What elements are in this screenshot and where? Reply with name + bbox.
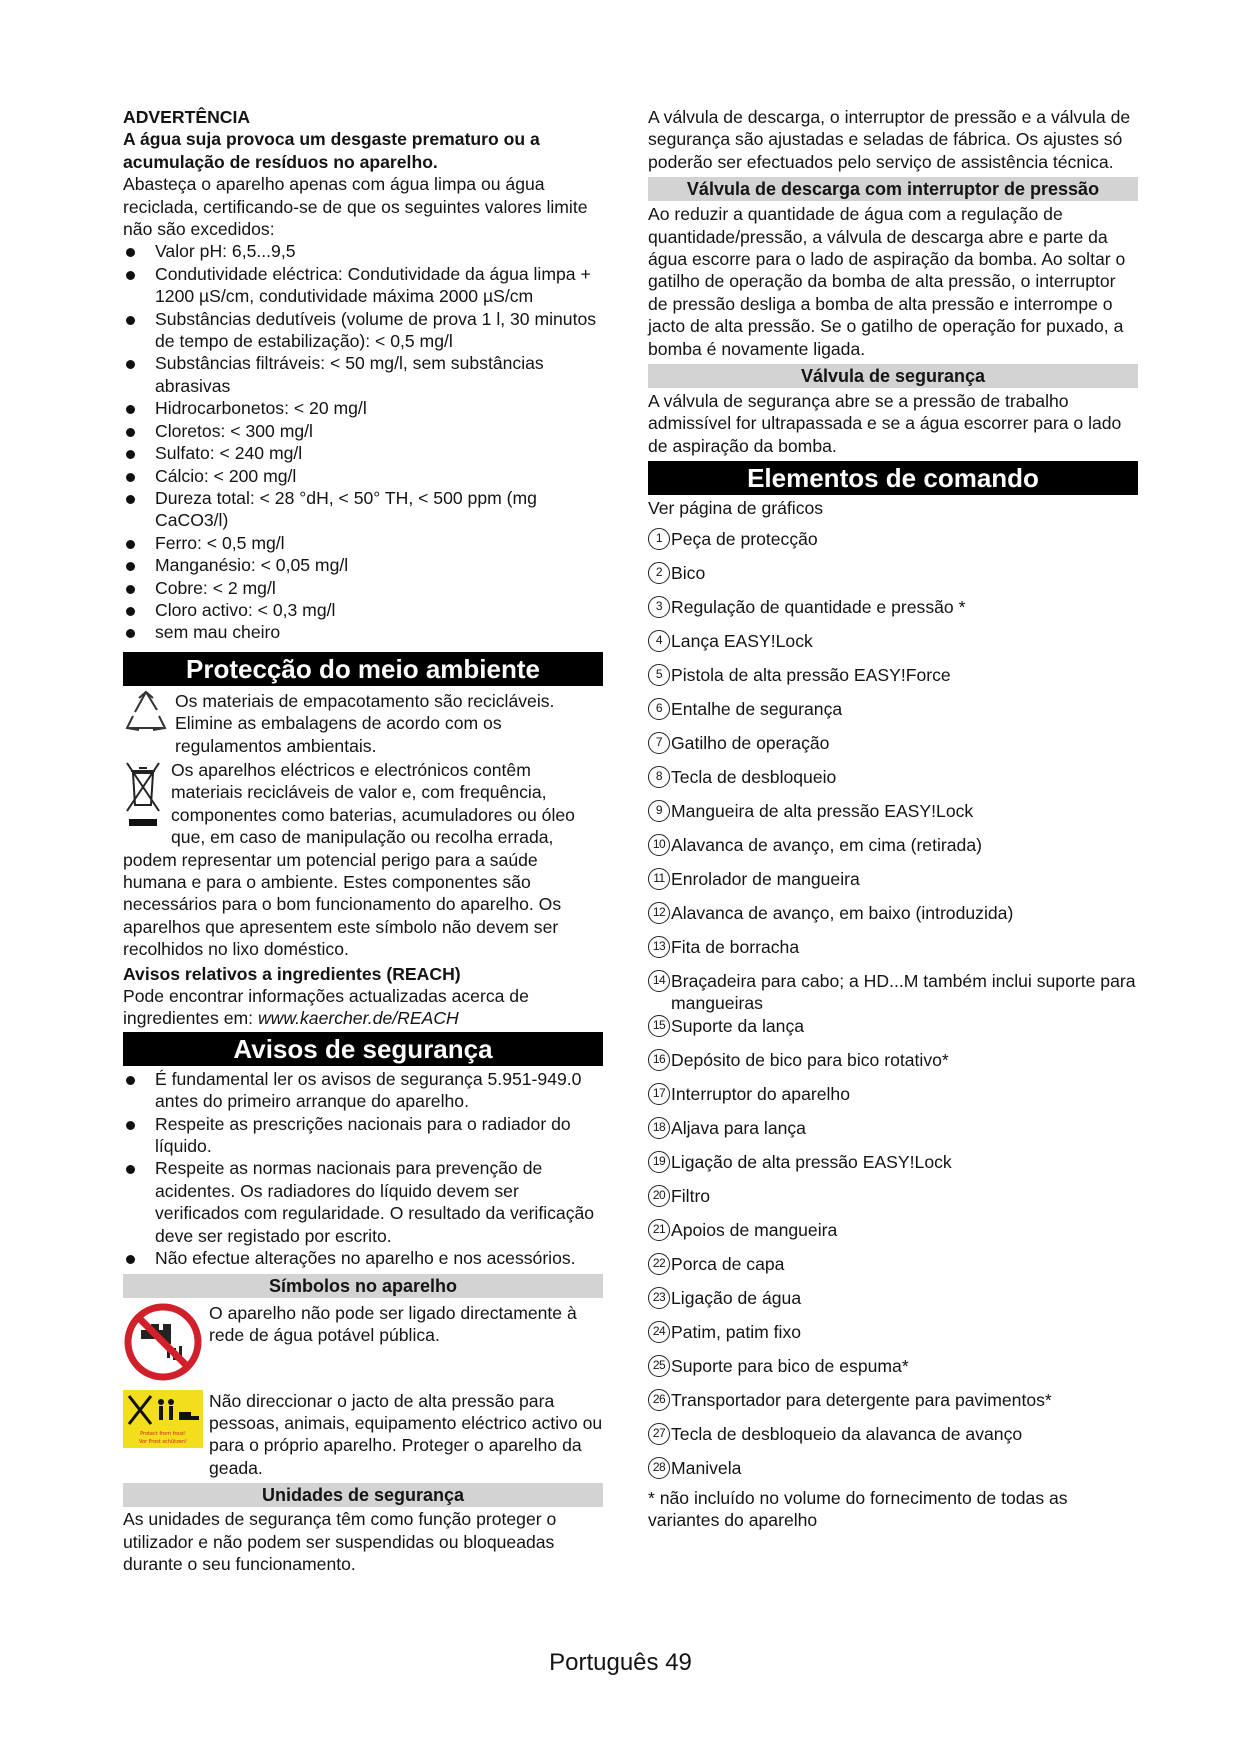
list-item: Manganésio: < 0,05 mg/l (123, 554, 603, 576)
list-item (648, 698, 1138, 732)
list-item: Não efectue alterações no aparelho e nos acessórios. (123, 1247, 603, 1269)
list-item (648, 1389, 1138, 1423)
crossed-bin-icon (123, 759, 163, 829)
list-item: É fundamental ler os avisos de segurança 5.951-949.0 antes do primeiro arranque do aparelho. (123, 1068, 603, 1113)
control-label: Pistola de alta pressão EASY!Force (671, 664, 951, 685)
number-badge: 4 (648, 630, 670, 652)
number-badge: 27 (648, 1423, 670, 1445)
control-label: Alavanca de avanço, em baixo (introduzida) (671, 902, 1014, 923)
control-label: Manivela (671, 1457, 742, 1478)
list-item: Cálcio: < 200 mg/l (123, 465, 603, 487)
list-item: Dureza total: < 28 °dH, < 50° TH, < 500 ppm (mg CaCO3/l) (123, 487, 603, 532)
safety-valve-title: Válvula de segurança (648, 364, 1138, 388)
list-item (648, 562, 1138, 596)
list-item (648, 970, 1138, 1015)
discharge-title: Válvula de descarga com interruptor de pressão (648, 177, 1138, 201)
control-label: Apoios de mangueira (671, 1219, 838, 1240)
list-item: Ferro: < 0,5 mg/l (123, 532, 603, 554)
reach-title: Avisos relativos a ingredientes (REACH) (123, 963, 461, 984)
control-label: Depósito de bico para bico rotativo* (671, 1049, 949, 1070)
list-item (648, 1253, 1138, 1287)
reach-paragraph (123, 985, 603, 1030)
list-item: Condutividade eléctrica: Condutividade da água limpa + 1200 µS/cm, condutividade máxima 2000 µS/cm (123, 263, 603, 308)
number-badge: 12 (648, 902, 670, 924)
warning-title: ADVERTÊNCIA (123, 107, 251, 127)
control-label: Ligação de alta pressão EASY!Lock (671, 1151, 952, 1172)
control-label: Mangueira de alta pressão EASY!Lock (671, 800, 974, 821)
control-label: Fita de borracha (671, 936, 800, 957)
number-badge: 5 (648, 664, 670, 686)
list-item (648, 1083, 1138, 1117)
control-label: Porca de capa (671, 1253, 785, 1274)
controls-intro: Ver página de gráficos (648, 498, 824, 519)
list-item: Substâncias filtráveis: < 50 mg/l, sem substâncias abrasivas (123, 352, 603, 397)
control-label: Aljava para lança (671, 1117, 806, 1138)
list-item: Cobre: < 2 mg/l (123, 577, 603, 599)
list-item (648, 1117, 1138, 1151)
number-badge: 6 (648, 698, 670, 720)
number-badge: 16 (648, 1049, 670, 1071)
number-badge: 21 (648, 1219, 670, 1241)
controls-list (648, 528, 1138, 1491)
control-label: Alavanca de avanço, em cima (retirada) (671, 834, 982, 855)
number-badge: 10 (648, 834, 670, 856)
control-label: Tecla de desbloqueio da alavanca de avanço (671, 1423, 1023, 1444)
number-badge: 20 (648, 1185, 670, 1207)
recycle-block (123, 690, 603, 757)
left-column (123, 106, 603, 1575)
control-label: Enrolador de mangueira (671, 868, 860, 889)
control-label: Patim, patim fixo (671, 1321, 802, 1342)
intro-text: A válvula de descarga, o interruptor de pressão e a válvula de segurança são ajustadas e seladas de fábrica. Os ajustes só poderão ser efectuados pelo serviço de assistência técnica. (648, 107, 1131, 172)
list-item (648, 766, 1138, 800)
list-item (648, 1185, 1138, 1219)
list-item (648, 1219, 1138, 1253)
symbol2-text: Não direccionar o jacto de alta pressão para pessoas, animais, equipamento eléctrico activo ou para o próprio aparelho. Proteger o aparelho da geada. (209, 1390, 603, 1478)
list-item (648, 1151, 1138, 1185)
control-label: Braçadeira para cabo; a HD...M também inclui suporte para mangueiras (671, 970, 1136, 1014)
list-item (648, 528, 1138, 562)
section-title-safety: Avisos de segurança (123, 1032, 603, 1066)
safety-valve-text: A válvula de segurança abre se a pressão de trabalho admissível for ultrapassada e se a água escorrer para o lado de aspiração da bomba. (648, 391, 1122, 456)
list-item (648, 1423, 1138, 1457)
control-label: Ligação de água (671, 1287, 802, 1308)
section-title-controls: Elementos de comando (648, 461, 1138, 495)
number-badge: 24 (648, 1321, 670, 1343)
list-item (648, 1287, 1138, 1321)
number-badge: 2 (648, 562, 670, 584)
symbol1-text: O aparelho não pode ser ligado directamente à rede de água potável pública. (209, 1302, 577, 1345)
control-label: Regulação de quantidade e pressão * (671, 596, 966, 617)
list-item: Valor pH: 6,5...9,5 (123, 240, 603, 262)
number-badge: 9 (648, 800, 670, 822)
control-label: Peça de protecção (671, 528, 818, 549)
water-limits-list (123, 240, 603, 643)
list-item (648, 1015, 1138, 1049)
list-item (648, 630, 1138, 664)
list-item (648, 1457, 1138, 1491)
number-badge: 8 (648, 766, 670, 788)
list-item (648, 1355, 1138, 1389)
discharge-text: Ao reduzir a quantidade de água com a regulação de quantidade/pressão, a válvula de descarga abre e parte da água escorre para o lado de aspiração da bomba. Ao soltar o gatilho de operação da bomba de alta pressão, o interruptor de pressão desliga a bomba de alta pressão e interrompe o jacto de alta pressão. Se o gatilho de operação for puxado, a bomba é novamente ligada. (648, 204, 1126, 359)
number-badge: 7 (648, 732, 670, 754)
right-column (648, 106, 1138, 1531)
symbol-no-drinking-water (123, 1302, 603, 1382)
page-footer (0, 1648, 1241, 1678)
symbol-no-spray (123, 1390, 603, 1480)
number-badge: 15 (648, 1015, 670, 1037)
number-badge: 3 (648, 596, 670, 618)
number-badge: 13 (648, 936, 670, 958)
number-badge: 19 (648, 1151, 670, 1173)
units-text: As unidades de segurança têm como função proteger o utilizador e não podem ser suspendidas ou bloqueadas durante o seu funcionamento. (123, 1509, 557, 1574)
list-item (648, 936, 1138, 970)
number-badge: 23 (648, 1287, 670, 1309)
no-spray-icon (123, 1390, 203, 1480)
number-badge: 17 (648, 1083, 670, 1105)
control-label: Suporte da lança (671, 1015, 805, 1036)
units-title: Unidades de segurança (123, 1483, 603, 1507)
list-item (648, 868, 1138, 902)
control-label: Transportador para detergente para pavimentos* (671, 1389, 1052, 1410)
list-item: sem mau cheiro (123, 621, 603, 643)
number-badge: 14 (648, 970, 670, 992)
frost-label-en: Protect from frost! (140, 1430, 186, 1437)
control-label: Tecla de desbloqueio (671, 766, 837, 787)
footer-language: Português (549, 1649, 659, 1676)
list-item: Sulfato: < 240 mg/l (123, 442, 603, 464)
control-label: Bico (671, 562, 706, 583)
list-item: Hidrocarbonetos: < 20 mg/l (123, 397, 603, 419)
number-badge: 11 (648, 868, 670, 890)
list-item (648, 800, 1138, 834)
page-number: 49 (665, 1649, 692, 1676)
list-item: Cloro activo: < 0,3 mg/l (123, 599, 603, 621)
control-label: Lança EASY!Lock (671, 630, 813, 651)
number-badge: 22 (648, 1253, 670, 1275)
list-item (648, 902, 1138, 936)
list-item (648, 1049, 1138, 1083)
reach-link[interactable]: www.kaercher.de/REACH (257, 1008, 459, 1029)
control-label: Gatilho de operação (671, 732, 830, 753)
symbols-title: Símbolos no aparelho (123, 1274, 603, 1298)
reach-text: Pode encontrar informações actualizadas acerca de ingredientes em: (123, 986, 529, 1029)
number-badge: 28 (648, 1457, 670, 1479)
recycle-icon (123, 690, 169, 736)
list-item (648, 834, 1138, 868)
control-label: Filtro (671, 1185, 711, 1206)
list-item: Respeite as normas nacionais para prevenção de acidentes. Os radiadores do líquido devem ser verificados com regularidade. O resultado da verificação deve ser registado por escrito. (123, 1157, 603, 1247)
list-item (648, 664, 1138, 698)
warning-bold-text: A água suja provoca um desgaste prematuro ou a acumulação de resíduos no aparelho. (123, 129, 540, 172)
list-item (648, 1321, 1138, 1355)
control-label: Suporte para bico de espuma* (671, 1355, 909, 1376)
list-item: Substâncias dedutíveis (volume de prova 1 l, 30 minutos de tempo de estabilização): < 0,5 mg/l (123, 308, 603, 353)
weee-block (123, 759, 603, 961)
list-item: Respeite as prescrições nacionais para o radiador do líquido. (123, 1113, 603, 1158)
list-item: Cloretos: < 300 mg/l (123, 420, 603, 442)
control-label: Entalhe de segurança (671, 698, 843, 719)
list-item (648, 732, 1138, 766)
number-badge: 18 (648, 1117, 670, 1139)
footnote: * não incluído no volume do fornecimento de todas as variantes do aparelho (648, 1487, 1068, 1530)
recycle-text: Os materiais de empacotamento são recicláveis. Elimine as embalagens de acordo com os regulamentos ambientais. (175, 690, 555, 756)
safety-list (123, 1068, 603, 1270)
no-potable-water-icon (123, 1302, 203, 1382)
section-title-environment: Protecção do meio ambiente (123, 652, 603, 686)
list-item (648, 596, 1138, 630)
control-label: Interruptor do aparelho (671, 1083, 850, 1104)
number-badge: 26 (648, 1389, 670, 1411)
number-badge: 1 (648, 528, 670, 550)
number-badge: 25 (648, 1355, 670, 1377)
frost-label-de: Vor Frost schützen! (139, 1438, 187, 1445)
weee-text: Os aparelhos eléctricos e electrónicos contêm materiais recicláveis de valor e, com frequência, componentes como baterias, acumuladores ou óleo que, em caso de manipulação ou recolha errada, podem representar um potencial perigo para a saúde humana e para o ambiente. Estes componentes são necessários para o bom funcionamento do aparelho. Os aparelhos que apresentem este símbolo não devem ser recolhidos no lixo doméstico. (123, 759, 575, 960)
warning-text: Abasteça o aparelho apenas com água limpa ou água reciclada, certificando-se de que os seguintes valores limite não são excedidos: (123, 174, 588, 240)
